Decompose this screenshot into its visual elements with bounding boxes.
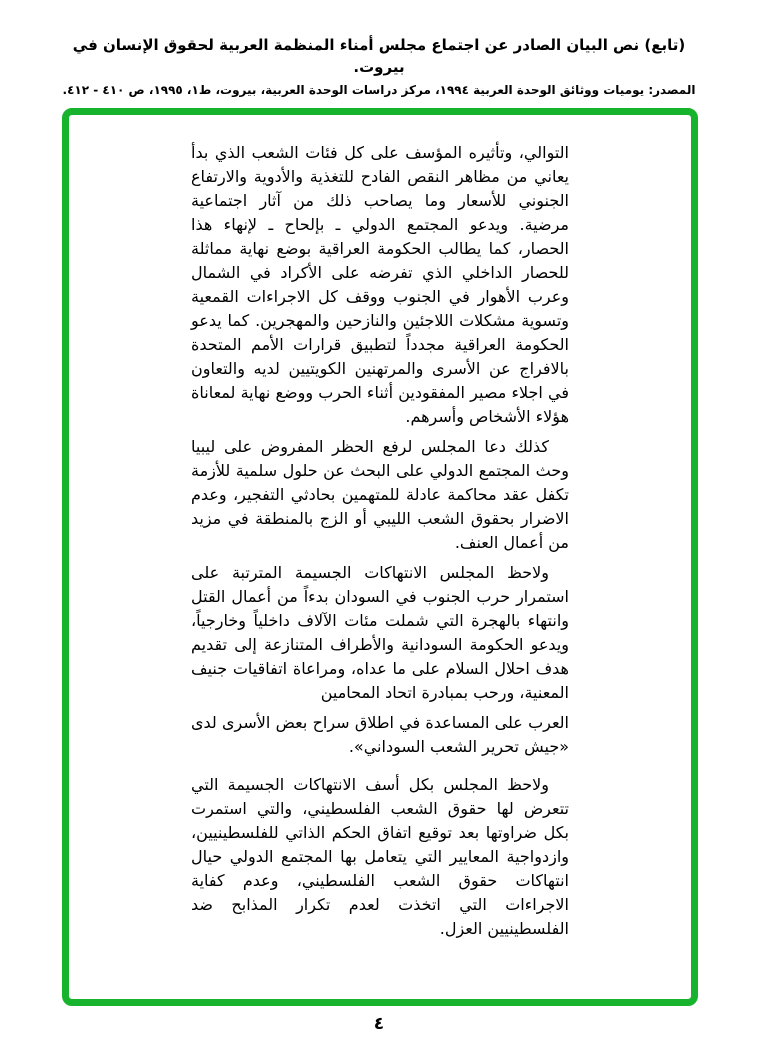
- page-header: [0, 34, 758, 100]
- paragraph-2: كذلك دعا المجلس لرفع الحظر المفروض على ليبيا وحث المجتمع الدولي على البحث عن حلول سلمية للأزمة تكفل عقد محاكمة عادلة للمتهمين بحادثي التفجير، وعدم الاضرار بحقوق الشعب الليبي أو الزج بالمنطقة في مزيد من أعمال العنف.: [191, 437, 569, 552]
- header-title: (تابع) نص البيان الصادر عن اجتماع مجلس أمناء المنظمة العربية لحقوق الإنسان في بيروت.: [72, 36, 686, 76]
- paragraph-5: ولاحظ المجلس بكل أسف الانتهاكات الجسيمة التي تتعرض لها حقوق الشعب الفلسطيني، والتي استمرت بكل ضراوتها بعد توقيع اتفاق الحكم الذاتي للفلسطينيين، وازدواجية المعايير التي يتعامل بها المجتمع الدولي حيال انتهاكات حقوق الشعب الفلسطيني، وعدم كفاية الاجراءات التي اتخذت لعدم تكرار المذابح ضد الفلسطينيين العزل.: [191, 775, 569, 938]
- text-column: [191, 141, 569, 941]
- paragraph-3: ولاحظ المجلس الانتهاكات الجسيمة المترتبة على استمرار حرب الجنوب في السودان بدءاً من أعمال القتل وانتهاء بالهجرة التي شملت مئات الآلاف داخلياً وخارجياً، ويدعو الحكومة السودانية والأطراف المتنازعة إلى تقديم هدف احلال السلام على ما عداه، ومراعاة اتفاقيات جنيف المعنية، ورحب بمبادرة اتحاد المحامين: [191, 563, 569, 702]
- paragraph-1: التوالي، وتأثيره المؤسف على كل فئات الشعب الذي بدأ يعاني من مظاهر النقص الفادح للتغذية والأدوية والارتفاع الجنوني للأسعار وما يصاحب ذلك من آثار اجتماعية مرضية. ويدعو المجتمع الدولي ـ بإلحاح ـ لإنهاء هذا الحصار، كما يطالب الحكومة العراقية بوضع نهاية مماثلة للحصار الداخلي الذي تفرضه على الأكراد في الشمال وعرب الأهوار في الجنوب ووقف كل الاجراءات القمعية وتسوية مشكلات اللاجئين والنازحين والمهجرين. كما يدعو الحكومة العراقية مجدداً لتطبيق قرارات الأمم المتحدة بالافراج عن الأسرى والمرتهنين الكويتيين لديه والتعاون في اجلاء مصير المفقودين أثناء الحرب ووضع نهاية لمعاناة هؤلاء الأشخاص وأسرهم.: [191, 143, 569, 426]
- page-footer: [0, 1014, 758, 1034]
- header-source-citation: المصدر: يوميات ووثائق الوحدة العربية ١٩٩٤، مركز دراسات الوحدة العربية، بيروت، ط١، ١٩٩٥، ص ٤١٠ - ٤١٢.: [62, 83, 696, 97]
- page-number: ٤: [373, 1014, 385, 1034]
- paragraph-4: العرب على المساعدة في اطلاق سراح بعض الأسرى لدى «جيش تحرير الشعب السوداني».: [191, 713, 569, 756]
- document-frame: [62, 108, 698, 1006]
